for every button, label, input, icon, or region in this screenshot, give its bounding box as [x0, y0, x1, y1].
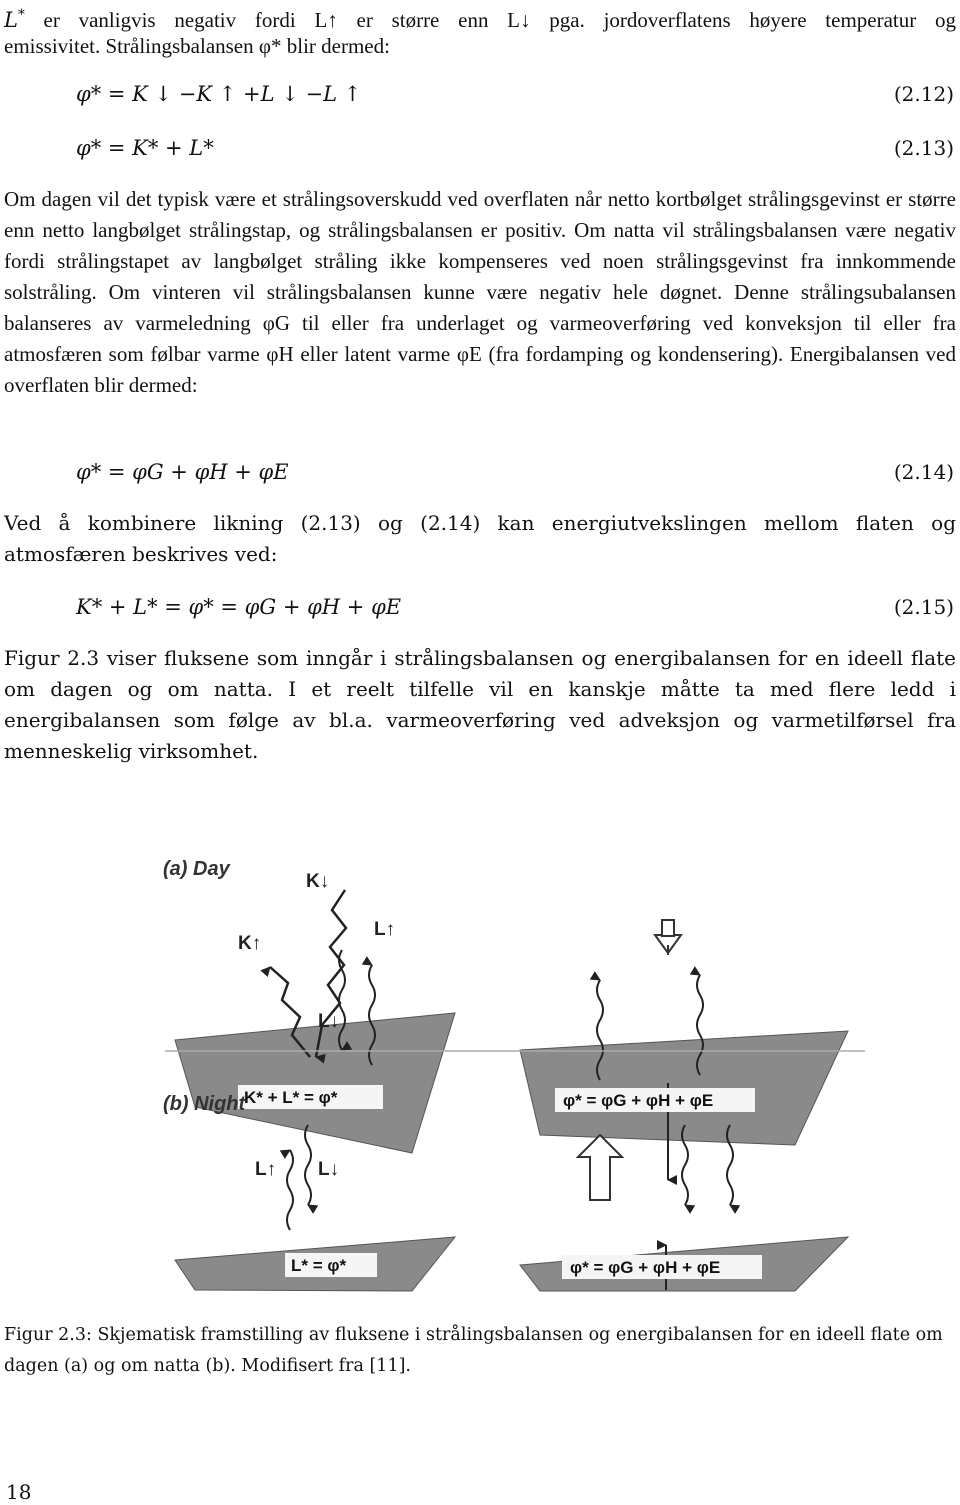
- night-l-up-arrow: [287, 1150, 293, 1230]
- paragraph-radiation-balance: Om dagen vil det typisk være et strålingsoverskudd ved overflaten når netto kortbølget strålingsgevinst er større enn netto langbølget strålingstap, og strålingsbalansen er positiv. Om natta vil strålingsbalansen være negativ fordi strålingstapet av langbølget stråling ikke kompenseres ved noen strålingsgevinst fra innkommende solstråling. Om vinteren vil strålingsbalansen kunne være negativ hele døgnet. Denne strålingsubalansen balanseres av varmeledning φG til eller fra underlaget og varmeoverføring ved konveksjon til eller fra atmosfæren som følbar varme φH eller latent varme φE (fra fordamping og kondensering). Energibalansen ved overflaten blir dermed:: [4, 187, 956, 397]
- equation-2-15: K* + L* = φ* = φG + φH + φE: [76, 595, 402, 619]
- day-radiation-plane: [175, 1013, 455, 1153]
- figure-caption: [4, 1320, 956, 1382]
- equation-number-2-12: (2.12): [893, 82, 954, 106]
- paragraph-figure-reference: Figur 2.3 viser fluksene som inngår i strålingsbalansen og energibalansen for en ideell flate om dagen og om natta. I et reelt tilfelle vil en kanskje måtte ta med flere ledd i energibalansen som følge av bl.a. varmeoverføring ved adveksjon og varmetilførsel fra menneskelig virksomhet.: [4, 646, 956, 763]
- equation-2-13: φ* = K* + L*: [76, 136, 214, 160]
- night-phi-g-hollow-arrow: [578, 1135, 622, 1200]
- intro-line-2: emissivitet. Strålingsbalansen φ* blir dermed:: [4, 34, 390, 58]
- intro-text: L* er vanligvis negativ fordi L↑ er større enn L↓ pga. jordoverflatens høyere temperatur og: [4, 7, 957, 32]
- night-radiation-eq: L* = φ*: [291, 1256, 347, 1275]
- equation-number-2-13: (2.13): [893, 136, 954, 160]
- equation-2-12: φ* = K ↓ −K ↑ +L ↓ −L ↑: [76, 82, 362, 106]
- day-radiation-eq: K* + L* = φ*: [244, 1088, 338, 1107]
- figure-2-3-diagram: [0, 835, 960, 1295]
- panel-b-label: (b) Night: [163, 1093, 246, 1115]
- night-l-down-arrow: [305, 1125, 311, 1205]
- phi-g-arrow: [655, 935, 681, 955]
- equation-2-14: φ* = φG + φH + φE: [76, 460, 289, 484]
- k-down-label: K↓: [306, 871, 330, 892]
- k-up-label: K↑: [238, 933, 262, 954]
- night-l-down-label: L↓: [318, 1159, 340, 1180]
- caption-text: : Skjematisk framstilling av fluksene i strålingsbalansen og energibalansen for en ideell flate om dagen (a) og om natta (b). Modifisert fra [11].: [4, 1325, 943, 1376]
- equation-number-2-15: (2.15): [893, 595, 954, 619]
- caption-label: Figur 2.3: [4, 1325, 86, 1345]
- l-down-label: L↓: [318, 1011, 340, 1032]
- phi-g-arrow-shaft: [662, 920, 674, 936]
- l-up-label: L↑: [374, 919, 396, 940]
- paragraph-combine: Ved å kombinere likning (2.13) og (2.14) kan energiutvekslingen mellom flaten og atmosfæren beskrives ved:: [4, 511, 956, 566]
- intro-text-2: [4, 31, 956, 62]
- panel-a-label: (a) Day: [163, 858, 230, 880]
- night-energy-eq: φ* = φG + φH + φE: [570, 1258, 721, 1277]
- equation-number-2-14: (2.14): [893, 460, 954, 484]
- day-energy-eq: φ* = φG + φH + φE: [563, 1091, 714, 1110]
- night-l-up-label: L↑: [255, 1159, 277, 1180]
- intro-line-1: er vanligvis negativ fordi L↑ er større enn L↓ pga. jordoverflatens høyere temperatur og: [43, 8, 957, 32]
- page-number: 18: [6, 1480, 32, 1504]
